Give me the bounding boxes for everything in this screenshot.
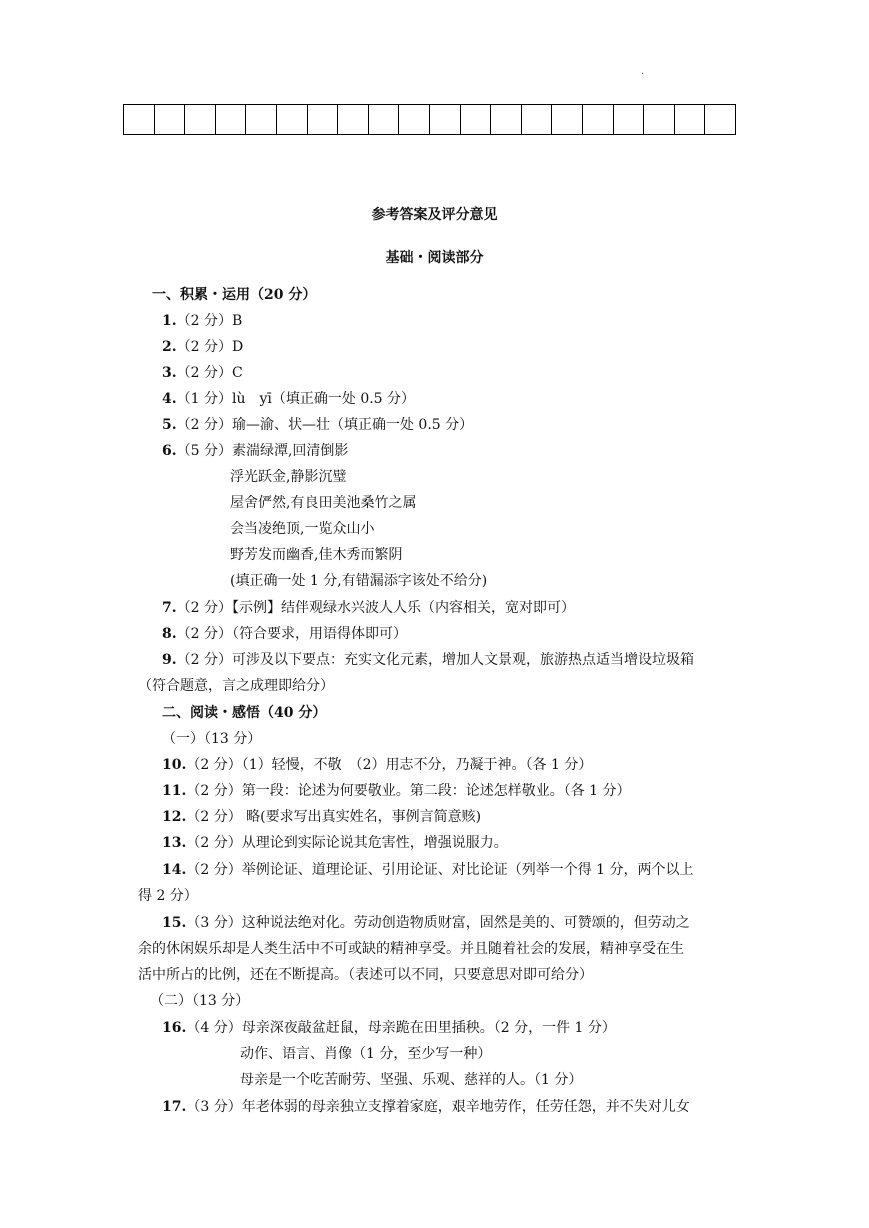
item-number: 12. [162, 809, 187, 825]
item-text: （2 分）可涉及以下要点：充实文化元素，增加人文景观，旅游热点适当增设垃圾箱 [176, 652, 694, 668]
item-text: （3 分）这种说法绝对化。劳动创造物质财富，固然是美的、可赞颂的，但劳动之 [186, 915, 690, 931]
answer-item-8 [162, 625, 407, 643]
item-number: 1. [162, 313, 177, 329]
item-text: （2 分）C [176, 365, 243, 381]
grid-cell [369, 105, 400, 134]
grid-cell [185, 105, 216, 134]
item-text: （2 分）D [176, 339, 244, 355]
item-6-line: 浮光跃金,静影沉璧 [230, 469, 347, 485]
grid-cell [614, 105, 645, 134]
item-9-continuation: （符合题意，言之成理即给分） [138, 678, 334, 694]
subsection-heading-1: （一）（13 分） [162, 731, 262, 747]
section-heading-1: 一、积累・运用（20 分） [152, 287, 317, 303]
item-6-line: 会当凌绝顶,一览众山小 [230, 521, 375, 537]
item-number: 8. [162, 626, 177, 642]
item-15-continuation: 活中所占的比例，还在不断提高。（表述可以不同，只要意思对即可给分） [138, 967, 593, 983]
answer-item-9 [162, 651, 694, 669]
item-6-line: 屋舍俨然,有良田美池桑竹之属 [230, 495, 417, 511]
answer-item-13 [162, 834, 508, 852]
grid-cell [705, 105, 735, 134]
stray-dot: . [641, 66, 645, 77]
answer-item-2 [162, 338, 243, 356]
answer-item-11 [162, 782, 631, 800]
answer-item-14 [162, 861, 694, 879]
item-number: 11. [162, 783, 187, 799]
grid-cell [308, 105, 339, 134]
grid-cell [430, 105, 461, 134]
grid-cell [216, 105, 247, 134]
item-number: 13. [162, 835, 187, 851]
item-text: （2 分）B [176, 313, 243, 329]
item-number: 16. [162, 1020, 187, 1036]
item-text: （2 分）【示例】结伴观绿水兴波人人乐（内容相关，宽对即可） [176, 600, 575, 616]
item-text: （2 分）瑜—渝、状—壮（填正确一处 0.5 分） [176, 417, 474, 433]
item-text: （5 分）素湍绿潭,回清倒影 [176, 443, 349, 459]
answer-item-1 [162, 312, 242, 330]
item-number: 9. [162, 652, 177, 668]
item-15-continuation: 余的休闲娱乐却是人类生活中不可或缺的精神享受。并且随着社会的发展，精神享受在生 [138, 941, 684, 957]
grid-cell [461, 105, 492, 134]
item-text: （2 分）第一段：论述为何要敬业。第二段：论述怎样敬业。（各 1 分） [186, 783, 631, 799]
item-text: （2 分）（1）轻慢，不敬 （2）用志不分，乃凝于神。（各 1 分） [186, 757, 593, 773]
item-text: （2 分）举例论证、道理论证、引用论证、对比论证（列举一个得 1 分，两个以上 [186, 862, 694, 878]
answer-item-12 [162, 808, 481, 826]
item-number: 4. [162, 391, 177, 407]
answer-item-15 [162, 914, 690, 932]
item-text: （3 分）年老体弱的母亲独立支撑着家庭，艰辛地劳作，任劳任怨，并不失对儿女 [186, 1099, 690, 1115]
item-number: 5. [162, 417, 177, 433]
item-number: 14. [162, 862, 187, 878]
grid-cell [522, 105, 553, 134]
page-title: 参考答案及评分意见 [371, 207, 498, 223]
item-16-line: 母亲是一个吃苦耐劳、坚强、乐观、慈祥的人。（1 分） [240, 1072, 583, 1088]
item-text: （1 分）lù yī（填正确一处 0.5 分） [176, 391, 416, 407]
answer-item-3 [162, 364, 243, 382]
answer-item-10 [162, 756, 592, 774]
item-number: 3. [162, 365, 177, 381]
answer-item-4 [162, 390, 415, 408]
grid-cell [583, 105, 614, 134]
item-14-continuation: 得 2 分） [138, 888, 198, 904]
item-16-line: 动作、语言、肖像（1 分，至少写一种） [240, 1046, 492, 1062]
grid-cell [644, 105, 675, 134]
page-subtitle: 基础・阅读部分 [385, 250, 484, 266]
item-text: （2 分）（符合要求，用语得体即可） [176, 626, 407, 642]
grid-cell [338, 105, 369, 134]
item-number: 17. [162, 1099, 187, 1115]
item-text: （2 分） 略(要求写出真实姓名，事例言简意赅) [186, 809, 482, 825]
answer-item-16 [162, 1019, 616, 1037]
item-6-line: 野芳发而幽香,佳木秀而繁阴 [230, 547, 403, 563]
grid-cell [491, 105, 522, 134]
grid-cell [246, 105, 277, 134]
item-text: （4 分）母亲深夜敲盆赶鼠，母亲跪在田里插秧。（2 分，一件 1 分） [186, 1020, 616, 1036]
grid-cell [552, 105, 583, 134]
answer-item-7 [162, 599, 575, 617]
grid-cell [155, 105, 186, 134]
grid-cell [675, 105, 706, 134]
item-number: 7. [162, 600, 177, 616]
subsection-heading-2: （二）（13 分） [150, 993, 250, 1009]
answer-grid [123, 104, 736, 135]
item-number: 2. [162, 339, 177, 355]
grid-cell [277, 105, 308, 134]
answer-item-17 [162, 1098, 690, 1116]
item-6-note: (填正确一处 1 分,有错漏添字该处不给分) [230, 573, 488, 589]
item-number: 10. [162, 757, 187, 773]
answer-item-5 [162, 416, 473, 434]
section-heading-2: 二、阅读・感悟（40 分） [162, 705, 327, 721]
grid-cell [399, 105, 430, 134]
answer-item-6 [162, 442, 348, 460]
item-number: 6. [162, 443, 177, 459]
item-text: （2 分）从理论到实际论说其危害性，增强说服力。 [186, 835, 508, 851]
grid-cell [124, 105, 155, 134]
item-number: 15. [162, 915, 187, 931]
